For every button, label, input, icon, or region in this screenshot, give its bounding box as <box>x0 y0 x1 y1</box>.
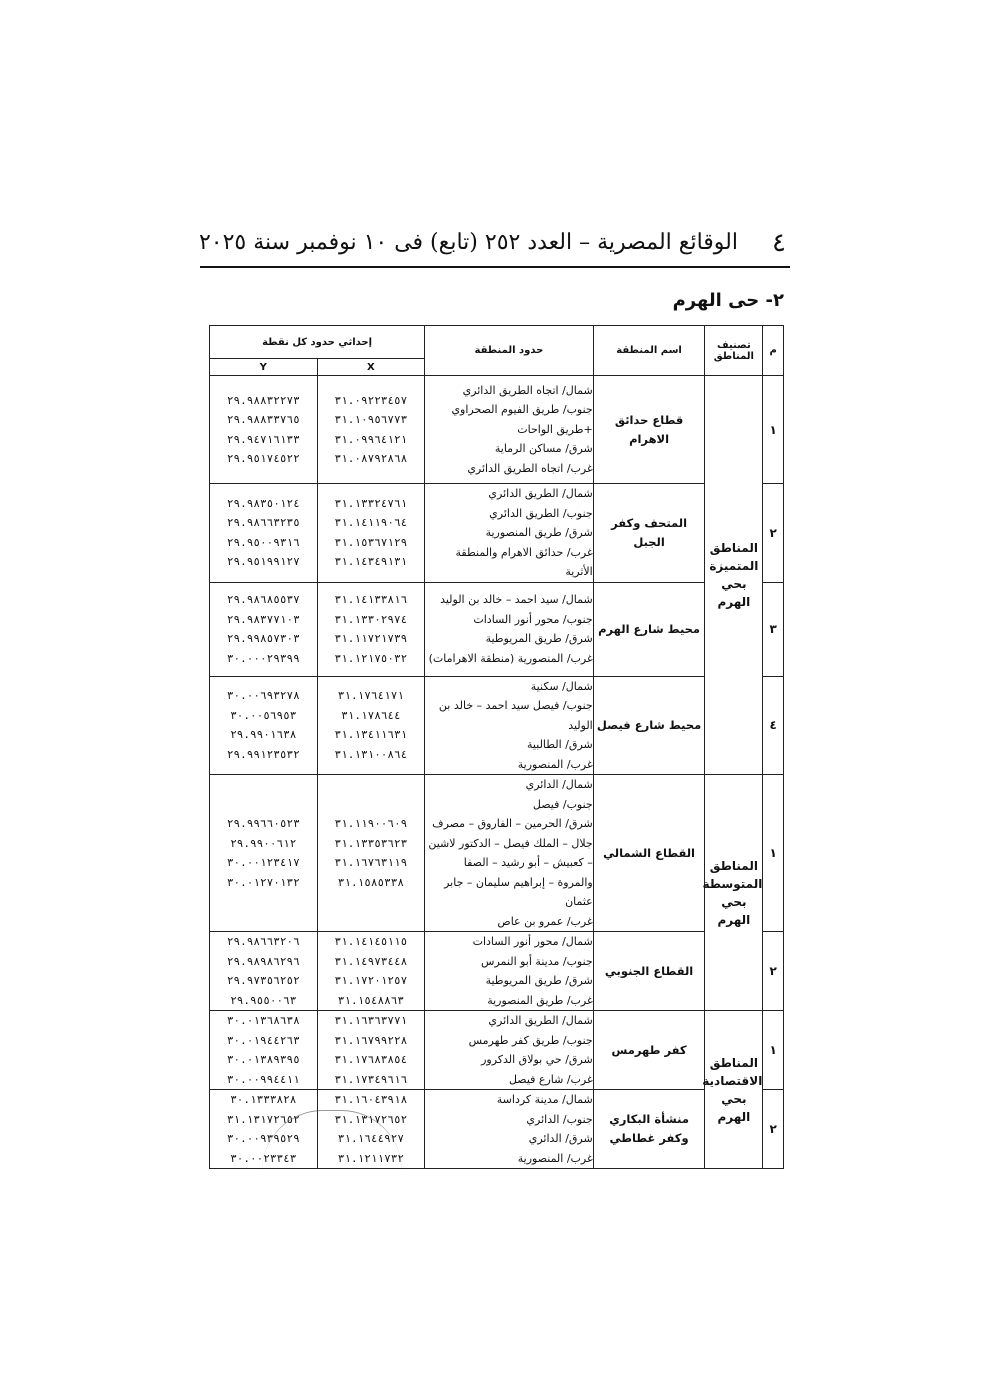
coord-x-cell <box>317 376 425 484</box>
coord-x-value: ٣١.١٧٦٤١٧١ <box>337 689 404 703</box>
coord-x-value: ٣١.١٣١٠٠٨٦٤ <box>334 747 408 761</box>
coord-x-value: ٣١.١٢١١٧٣٢ <box>337 1151 404 1165</box>
coord-y-value: ٣٠.٠٠٩٩٤٤١١ <box>226 1072 300 1086</box>
coord-y-value: ٣٠.٠١٣٦٨٦٣٨ <box>226 1014 300 1027</box>
col-header-classification: تصنيف المناطق <box>705 326 763 376</box>
zone-name: قطاع حدائق الاهرام <box>593 376 705 484</box>
col-header-coords: إحداثي حدود كل نقطة <box>210 326 425 359</box>
bound-line: +طريق الواحات <box>517 422 593 436</box>
coord-y-value: ٢٩.٩٥١٧٤٥٢٢ <box>226 452 300 465</box>
coord-x-value: ٣١.١٣٣٢٤٧٦١ <box>334 496 408 510</box>
zone-name: محيط شارع فيصل <box>593 676 705 775</box>
coord-y-value: ٢٩.٩٧٣٥٦٢٥٢ <box>226 974 300 987</box>
bound-line: شمال/ محور أنور السادات <box>472 935 593 948</box>
coord-y-value: ٢٩.٩٨٨٣٢٢٧٣ <box>226 393 300 407</box>
coord-x-value: ٣١.١٦٣٦٣٧٧١ <box>334 1014 408 1027</box>
coord-x-cell <box>317 1011 425 1090</box>
zone-bounds <box>425 676 594 775</box>
bound-line: جنوب/ الطريق الدائري <box>489 506 593 520</box>
bound-line: غرب/ حدائق الاهرام والمنطقة الأثرية <box>455 545 593 578</box>
section-title: ٢- حى الهرم <box>672 290 784 311</box>
row-number: ١ <box>763 775 784 932</box>
coord-y-value: ٣٠.٠٠٦٩٣٢٧٨ <box>226 689 300 703</box>
zone-classification: المناطق المتوسطة بحي الهرم <box>705 775 763 1011</box>
zone-bounds <box>425 1011 594 1090</box>
coord-x-cell <box>317 932 425 1011</box>
coord-y-value: ٢٩.٩٨٦٨٥٥٣٧ <box>226 593 300 606</box>
row-number: ١ <box>763 1011 784 1090</box>
coord-x-value: ٣١.١٢١٧٥٠٣٢ <box>334 651 408 665</box>
coord-x-value: ٣١.١٥٤٨٨٦٣ <box>337 993 404 1007</box>
col-header-bounds: حدود المنطقة <box>425 326 594 376</box>
col-header-zone-name: اسم المنطقة <box>593 326 705 376</box>
coord-y-value: ٢٩.٩٩٠٠٦١٢ <box>230 836 297 850</box>
col-header-num: م <box>763 326 784 376</box>
coord-y-value: ٣٠.٠٠٢٣٣٤٣ <box>230 1151 297 1165</box>
zone-bounds <box>425 376 594 484</box>
coord-x-cell <box>317 676 425 775</box>
coord-y-value: ٢٩.٩٩٠١٦٣٨ <box>230 728 297 742</box>
coord-x-value: ٣١.١٧٢٠١٢٥٧ <box>334 974 408 987</box>
table-row <box>210 932 784 1011</box>
coord-y-cell <box>210 676 318 775</box>
coord-x-value: ٣١.١٧٦٨٣٨٥٤ <box>334 1053 408 1066</box>
coord-x-value: ٣١.١٧٨٦٤٤ <box>341 708 401 722</box>
coord-x-value: ٣١.١٦٧٦٣١١٩ <box>334 856 408 869</box>
bound-line: شرق/ حي بولاق الدكرور <box>481 1053 593 1066</box>
coord-x-value: ٣١.١٣٣٠٢٩٧٤ <box>334 612 408 626</box>
coord-x-value: ٣١.١٤١١٩٠٦٤ <box>334 516 408 530</box>
bound-line: جنوب/ محور أنور السادات <box>473 612 593 626</box>
bound-line: شرق/ مساكن الرماية <box>494 442 593 456</box>
coord-y-value: ٢٩.٩٥١٩٩١٢٧ <box>226 555 300 569</box>
bound-line: شرق/ الحرمين – الفاروق – مصرف جلال – الملك فيصل – الدكتور لاشين – كعبيش – أبو رشيد – الصفا والمروة – إبراهيم سليمان – جابر عثمان <box>428 817 593 908</box>
coord-x-value: ٣١.١٥٨٥٣٣٨ <box>337 875 404 889</box>
coord-y-cell <box>210 582 318 676</box>
coord-y-cell <box>210 376 318 484</box>
bound-line: غرب/ المنصورية <box>517 757 593 771</box>
coord-x-value: ٣١.٠٨٧٩٢٨٦٨ <box>334 452 408 465</box>
coord-y-value: ٢٩.٩٨٨٣٣٧٦٥ <box>226 413 300 426</box>
coord-x-value: ٣١.١١٧٢١٧٣٩ <box>334 632 408 645</box>
bound-line: غرب/ عمرو بن عاص <box>497 914 593 928</box>
coord-x-value: ٣١.١٤٩٧٣٤٤٨ <box>334 954 408 968</box>
zones-table-body <box>210 376 784 1169</box>
coord-y-value: ٢٩.٩٨٩٨٦٢٩٦ <box>226 954 300 968</box>
bound-line: شرق/ طريق المنصورية <box>485 526 593 539</box>
zone-classification: المناطق المتميزة بحي الهرم <box>705 376 763 775</box>
bound-line: شرق/ طريق المريوطية <box>485 632 593 645</box>
coord-x-value: ٣١.٠٩٩٦٤١٢١ <box>334 432 408 446</box>
coord-y-cell <box>210 484 318 583</box>
zone-bounds <box>425 484 594 583</box>
coord-y-value: ٣٠.٠٠١٢٣٤١٧ <box>226 856 300 869</box>
coord-y-value: ٢٩.٩٥٠٠٩٣١٦ <box>226 535 300 549</box>
zone-name: القطاع الجنوبي <box>593 932 705 1011</box>
coord-x-cell <box>317 775 425 932</box>
zone-name: المتحف وكفر الجبل <box>593 484 705 583</box>
page-header <box>200 228 790 268</box>
bound-line: شمال/ مدينة كرداسة <box>496 1093 593 1106</box>
coord-y-value: ٣١.١٣١٧٢٦٥٢ <box>226 1112 300 1126</box>
row-number: ٢ <box>763 484 784 583</box>
coord-y-value: ٣٠.٠١٣٨٩٣٩٥ <box>226 1053 300 1066</box>
coord-x-cell <box>317 582 425 676</box>
bound-line: شمال/ اتجاه الطريق الدائري <box>462 383 593 397</box>
coord-y-cell <box>210 1011 318 1090</box>
coord-x-value: ٣١.١٤١٣٣٨١٦ <box>334 593 408 606</box>
table-row <box>210 376 784 484</box>
coord-x-value: ٣١.١٤١٤٥١١٥ <box>334 935 408 948</box>
coord-y-value: ٢٩.٩٩٨٥٧٣٠٣ <box>226 632 300 645</box>
coord-x-value: ٣١.١٣٣٥٣٦٢٣ <box>334 836 408 850</box>
bound-line: جنوب/ فيصل سيد احمد – خالد بن الوليد <box>438 699 593 732</box>
coord-y-value: ٣٠.٠١٩٤٤٢٦٣ <box>226 1033 300 1047</box>
zone-bounds <box>425 582 594 676</box>
row-number: ٢ <box>763 932 784 1011</box>
col-header-y: Y <box>210 359 318 376</box>
zone-bounds <box>425 932 594 1011</box>
bound-line: شمال/ سيد احمد – خالد بن الوليد <box>440 593 593 606</box>
page-number: ٤ <box>772 228 786 258</box>
coord-y-value: ٢٩.٩٩١٢٣٥٣٢ <box>226 747 300 761</box>
coord-y-value: ٣٠.٠٠٩٣٩٥٢٩ <box>226 1132 300 1145</box>
bound-line: جنوب/ مدينة أبو النمرس <box>481 954 593 968</box>
coord-x-value: ٣١.١٧٣٤٩٦١٦ <box>334 1072 408 1086</box>
coord-y-value: ٢٩.٩٤٧١٦١٣٣ <box>226 432 300 446</box>
coord-x-value: ٣١.١٤٣٤٩١٣١ <box>334 555 408 569</box>
coord-y-value: ٣٠.١٣٣٣٨٢٨ <box>230 1093 297 1106</box>
bound-line: شمال/ سكنية <box>530 679 593 693</box>
bound-line: غرب/ المنصورية <box>517 1151 593 1165</box>
row-number: ١ <box>763 376 784 484</box>
coord-x-value: ٣١.١١٩٠٠٦٠٩ <box>334 817 408 830</box>
zone-classification: المناطق الاقتصادية بحي الهرم <box>705 1011 763 1169</box>
coord-x-value: ٣١.١٦٠٤٣٩١٨ <box>334 1093 408 1106</box>
zone-name: كفر طهرمس <box>593 1011 705 1090</box>
coord-y-value: ٢٩.٩٩٦٦٠٥٢٣ <box>226 817 300 830</box>
table-row <box>210 775 784 932</box>
zone-name: منشأة البكاري وكفر غطاطي <box>593 1090 705 1169</box>
coord-x-value: ٣١.٠٩٢٢٣٤٥٧ <box>334 393 408 407</box>
zone-name: القطاع الشمالي <box>593 775 705 932</box>
bound-line: غرب/ المنصورية (منطقة الاهرامات) <box>428 651 593 665</box>
bound-line: جنوب/ الدائري <box>526 1112 593 1126</box>
coord-y-value: ٢٩.٩٥٥٠٠٦٣ <box>230 993 297 1007</box>
col-header-x: X <box>317 359 425 376</box>
coord-x-value: ٣١.١٦٤٤٩٢٧ <box>337 1132 404 1145</box>
coord-y-value: ٢٩.٩٨٣٥٠١٢٤ <box>226 496 300 510</box>
coord-x-value: ٣١.١٥٣٦٧١٢٩ <box>334 535 408 549</box>
coord-x-value: ٣١.١٦٧٩٩٢٢٨ <box>334 1033 408 1047</box>
coord-y-value: ٣٠.٠٠٠٢٩٣٩٩ <box>226 651 300 665</box>
table-row <box>210 484 784 583</box>
table-row <box>210 676 784 775</box>
coord-x-value: ٣١.١٣٤١١٦٣١ <box>334 728 408 742</box>
bound-line: غرب/ طريق المنصورية <box>487 993 593 1007</box>
coord-y-cell <box>210 932 318 1011</box>
bound-line: جنوب/ فيصل <box>532 797 593 811</box>
row-number: ٢ <box>763 1090 784 1169</box>
bound-line: غرب/ شارع فيصل <box>508 1072 593 1086</box>
bound-line: جنوب/ طريق كفر طهرمس <box>468 1033 593 1047</box>
bound-line: شرق/ الدائري <box>528 1132 593 1145</box>
bound-line: شمال/ الدائري <box>525 778 593 791</box>
coord-y-cell <box>210 775 318 932</box>
bound-line: شمال/ الطريق الدائري <box>488 487 593 500</box>
row-number: ٣ <box>763 582 784 676</box>
bound-line: شمال/ الطريق الدائري <box>488 1014 593 1027</box>
zone-bounds <box>425 775 594 932</box>
bound-line: غرب/ اتجاه الطريق الدائري <box>467 461 593 475</box>
coord-y-value: ٢٩.٩٨٦٦٣٢٣٥ <box>226 516 300 530</box>
bound-line: جنوب/ طريق الفيوم الصحراوي <box>451 403 593 417</box>
row-number: ٤ <box>763 676 784 775</box>
bound-line: شرق/ الطالبية <box>527 738 593 751</box>
coord-y-value: ٢٩.٩٨٣٧٧١٠٣ <box>226 612 300 626</box>
bound-line: شرق/ طريق المريوطية <box>485 974 593 987</box>
table-row <box>210 1011 784 1090</box>
coord-y-value: ٣٠.٠١٢٧٠١٣٢ <box>226 875 300 889</box>
coord-x-value: ٣١.١٣١٧٢٦٥٢ <box>334 1112 408 1126</box>
coord-x-value: ٣١.١٠٩٥٦٧٧٣ <box>334 413 408 426</box>
zone-bounds <box>425 1090 594 1169</box>
coord-y-value: ٢٩.٩٨٦٦٣٢٠٦ <box>226 935 300 948</box>
coord-x-cell <box>317 484 425 583</box>
zone-name: محيط شارع الهرم <box>593 582 705 676</box>
table-row <box>210 582 784 676</box>
zones-table <box>209 325 784 1169</box>
coord-y-value: ٣٠.٠٠٥٦٩٥٣ <box>230 708 297 722</box>
gazette-title: الوقائع المصرية – العدد ٢٥٢ (تابع) فى ١٠ نوفمبر سنة ٢٠٢٥ <box>198 230 738 255</box>
